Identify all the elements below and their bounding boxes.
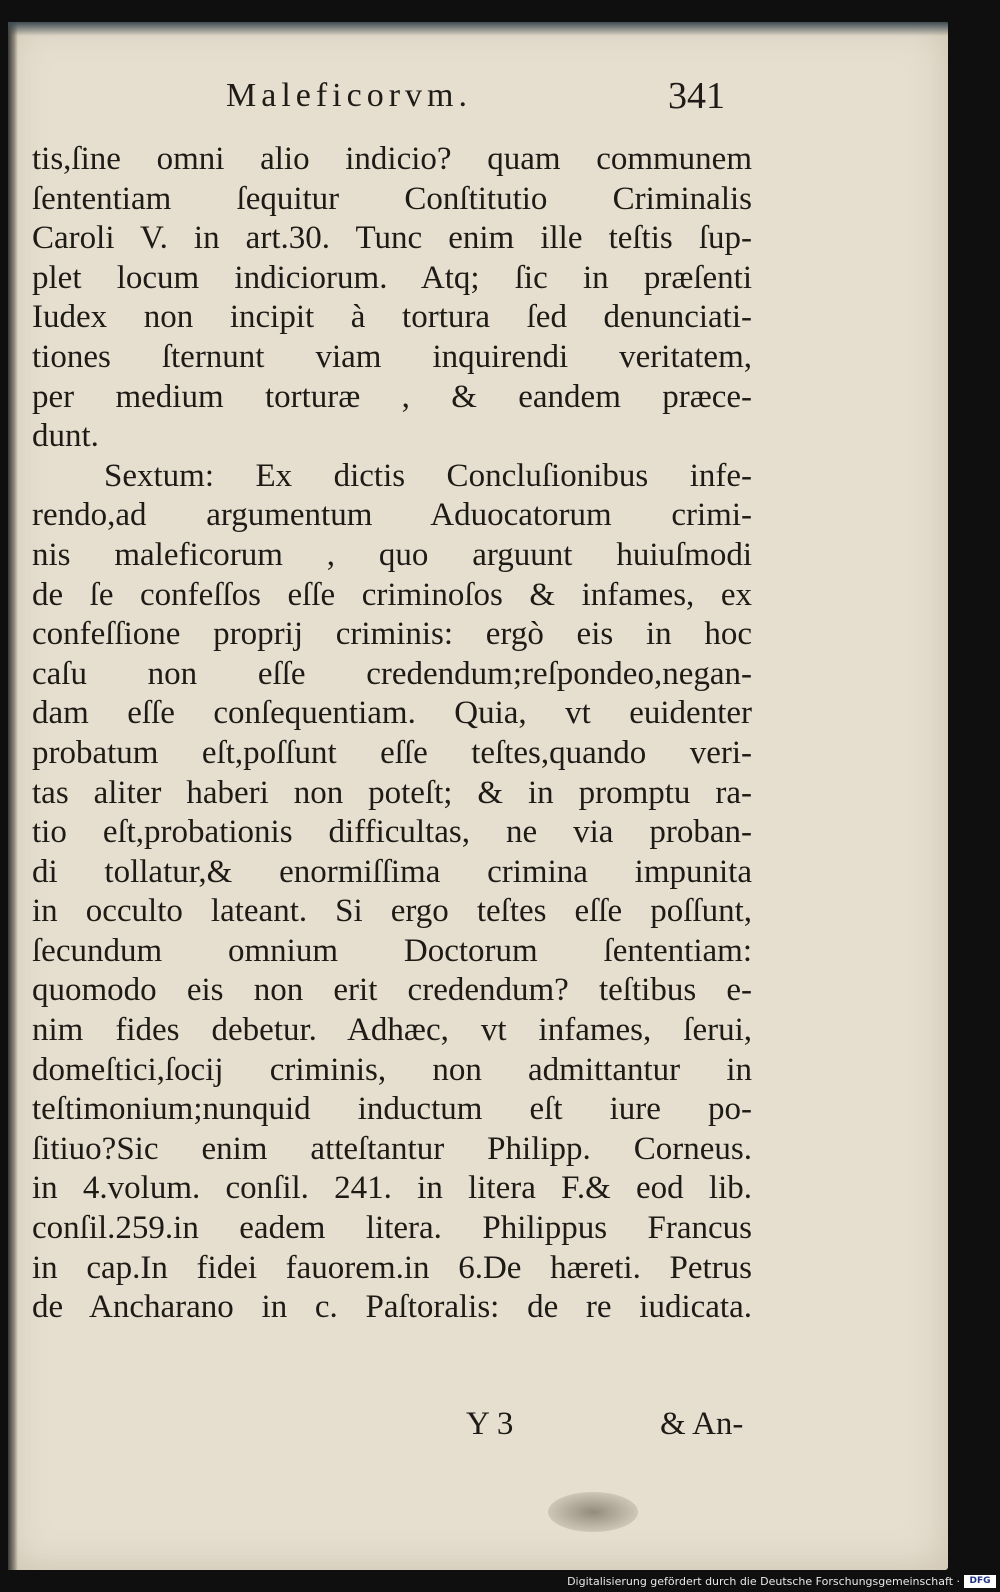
page-top-edge [8,22,948,36]
funding-credit: Digitalisierung gefördert durch die Deutsche Forschungsgemeinschaft · [567,1575,960,1588]
binding-edge [8,22,18,1570]
catchword: & An- [660,1406,744,1442]
page-number: 341 [668,75,725,117]
text-line: per medium torturæ , & eandem præce- [32,378,752,415]
text-line: dam eſſe conſequentiam. Quia, vt euidenter [32,695,752,732]
footer-bar [0,1570,1000,1592]
text-line: tas aliter haberi non poteſt; & in promptu ra- [32,774,752,811]
text-line: ſecundum omnium Doctorum ſententiam: [32,932,752,969]
text-line: nis maleficorum , quo arguunt huiuſmodi [32,536,752,573]
text-line: quomodo eis non erit credendum? teſtibus e- [32,972,752,1009]
text-line: probatum eſt,poſſunt eſſe teſtes,quando veri- [32,734,752,771]
text-line: dunt. [32,418,99,455]
text-line: rendo,ad argumentum Aduocatorum crimi- [32,497,752,534]
text-line: di tollatur,& enormiſſima crimina impunita [32,853,752,890]
text-line: in 4.volum. conſil. 241. in litera F.& eod lib. [32,1170,752,1207]
text-line: nim fides debetur. Adhæc, vt infames, ſerui, [32,1012,752,1049]
text-line: tiones ſternunt viam inquirendi veritatem, [32,338,752,375]
dfg-logo-icon: DFG [964,1575,996,1588]
text-line: confeſſione proprij criminis: ergò eis in hoc [32,616,752,653]
paragraph-start-line: Sextum: Ex dictis Concluſionibus infe- [104,457,752,494]
text-line: ſententiam ſequitur Conſtitutio Criminalis [32,180,752,217]
ink-stain [548,1492,638,1532]
text-line: teſtimonium;nunquid inductum eſt iure po- [32,1091,752,1128]
text-line: tio eſt,probationis difficultas, ne via proban- [32,814,752,851]
text-line: in cap.In fidei fauorem.in 6.De hæreti. Petrus [32,1249,752,1286]
text-line: domeſtici,ſocij criminis, non admittantur in [32,1051,752,1088]
body-text [32,140,752,1328]
text-line: de Ancharano in c. Paſtoralis: de re iudicata. [32,1289,752,1326]
signature-mark: Y 3 [466,1406,514,1442]
text-line: Iudex non incipit à tortura ſed denunciati- [32,299,752,336]
text-line: de ſe confeſſos eſſe criminoſos & infames, ex [32,576,752,613]
book-page [8,22,948,1570]
text-line: plet locum indiciorum. Atq; ſic in præſenti [32,259,752,296]
text-line: Caroli V. in art.30. Tunc enim ille teſtis ſup- [32,220,752,257]
text-line: conſil.259.in eadem litera. Philippus Francus [32,1210,752,1247]
text-line: tis,ſine omni alio indicio? quam communem [32,141,752,177]
text-line: in occulto lateant. Si ergo teſtes eſſe poſſunt, [32,893,752,930]
text-line: ſitiuo?Sic enim atteſtantur Philipp. Corneus. [32,1130,752,1167]
running-head: Maleficorvm. [226,77,472,114]
text-line: caſu non eſſe credendum;reſpondeo,negan- [32,655,752,692]
